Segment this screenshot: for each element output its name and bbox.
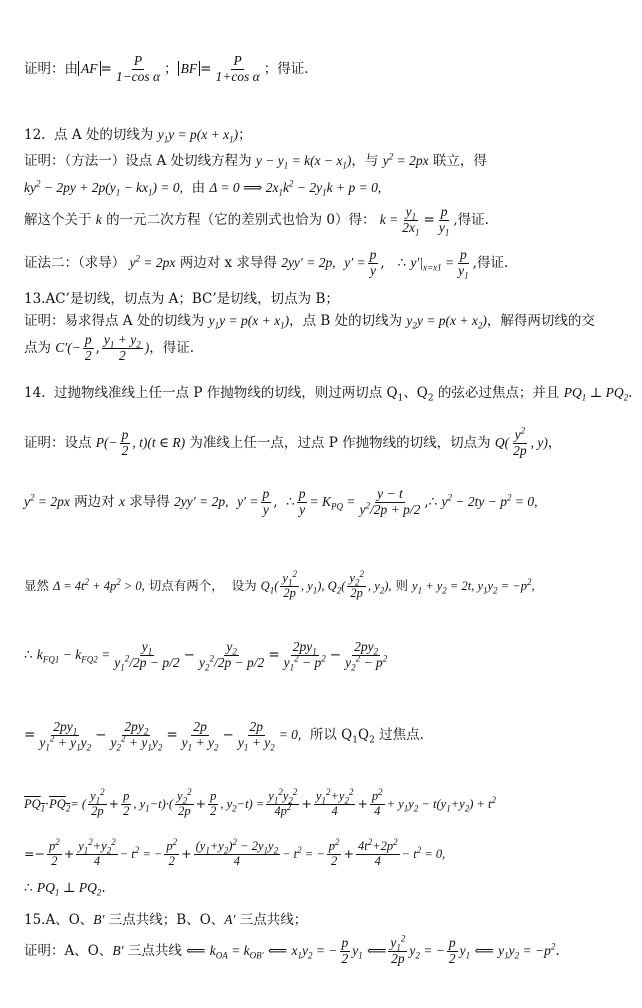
proof-line-focal-radius: 证明：由 AF = $\frac{P}{\text{1−cos α}}$ ； BF = $\frac{P}{\text{1+cos α}}$ ；得证. <box>24 53 309 84</box>
item-14-two-tangent-points: 显然 $\Delta = 4t^2 + 4p^2 > 0$, 切点有两个， 设为 $Q_1$( $\frac{y_1^2}{2p}$ , $y_1$), $Q_2$( $\frac{y_2^2}{2p}$ , $y_2$), 则 $y_1 + y_2 = 2t$, $y_1y_2 = -p^2$, <box>24 568 535 600</box>
item-12-discriminant: $ky^2 - 2py + 2p(y_1 - kx_1) = 0$, 由 Δ = 0 ⟹ $2x_1k^2 - 2y_1k + p = 0$, <box>24 178 382 198</box>
item-14-slope-difference: ∴ $k_{FQ1} - k_{FQ2}$ = $\frac{y_1}{y_1^2/2p - p/2}$ − $\frac{y_2}{y_2^2/2p - p/2}$ = $\frac{2py_1}{y_1^2 - p^2}$ − $\frac{2py_2}{y_2^2 - p^2}$ <box>24 639 388 673</box>
item-13-intersection: 点为 C′(− $\frac{p}{2}$ , $\frac{y_1 + y_2}{2}$ )，得证. <box>24 332 195 363</box>
item-12-method-two: 证法二：（求导） $y^2 = 2px$ 两边对 x 求导得 2yy′ = 2p, y′ = $\frac{p}{y}$ , ∴ $y'|_{x=x1}$ = $\frac{p}{y_1}$ ,得证. <box>24 247 509 281</box>
item-13-proof: 证明：易求得点 A 处的切线为 $y_1y = p(x + x_1)$，点 B 处的切线为 $y_2y = p(x + x_2)$，解得两切线的交 <box>24 313 595 331</box>
item-12-heading: 12. 点 A 处的切线为 $y_1y = p(x + x_1)$； <box>24 127 252 145</box>
item-15-heading: 15.A、O、B′ 三点共线；B、O、A′ 三点共线； <box>24 912 308 928</box>
item-15-proof: 证明：A、O、B′ 三点共线 ⟸ $k_{OA} = k_{OB'}$ ⟸ $x_1y_2$ = − $\frac{p}{2}$ $y_1$ ⟸ $\frac{y_1^2}{2p}$ $y_2$ = − $\frac{p}{2}$ $y_1$ ⟸ $y_1y_2 = -p^2$. <box>24 933 560 966</box>
item-12-method-one: 证明：（方法一）设点 A 处切线方程为 $y - y_1 = k(x - x_1)$，与 $y^2 = 2px$ 联立，得 <box>24 151 487 171</box>
item-14-dot-product-zero: =− $\frac{p^2}{2}$ + $\frac{y_1^2+y_2^2}{4}$ − $t^2$ = − $\frac{p^2}{2}$ + $\frac{(y_1+y_2)^2 - 2y_1y_2}{4}$ − $t^2$ = − $\frac{p^2}{2}$ + $\frac{4t^2+2p^2}{4}$ − $t^2 = 0$, <box>24 836 446 868</box>
item-14-conclusion: ∴ $PQ_1$ ⊥ $PQ_2$. <box>24 880 106 898</box>
item-14-heading: 14. 过抛物线准线上任一点 P 作抛物线的切线，则过两切点 $Q_1$、$Q_2$ 的弦必过焦点；并且 $PQ_1$ ⊥ $PQ_2$. <box>24 385 633 404</box>
item-14-derivative: $y^2 = 2px$ 两边对 x 求导得 2yy′ = 2p, y′ = $\frac{p}{y}$ , ∴ $\frac{p}{y}$ = $K_{PQ}$ = $\frac{y - t}{y^2/2p + p/2}$ ,∴ $y^2 - 2ty - p^2 = 0$, <box>24 486 538 517</box>
item-14-dot-product: $PQ_1\cdot PQ_2=$ ( $\frac{y_1^2}{2p}$ + $\frac{p}{2}$ , $y_1-t)\cdot$( $\frac{y_2^2}{2p}$ + $\frac{p}{2}$ , $y_2-t$) = $\frac{y_1^2y_2^2}{4p^2}$ + $\frac{y_1^2+y_2^2}{4}$ + $\frac{p^2}{4}$ + $y_1y_2 - t(y_1+y_2) + t^2$ <box>24 786 497 818</box>
item-13-heading: 13.AC’是切线，切点为 A；BC’是切线，切点为 B； <box>24 291 339 307</box>
item-12-solve-k: 解这个关于 k 的一元二次方程（它的差别式也恰为 0）得： k = $\frac{y_1}{2x_1}$ = $\frac{p}{y_1}$ ,得证. <box>24 204 489 238</box>
item-14-proof-setup: 证明：设点 P(− $\frac{p}{2}$ , t)(t ∈ R) 为准线上任一点，过点 P 作抛物线的切线，切点为 Q( $\frac{y^2}{2p}$ , y)， <box>24 425 562 458</box>
item-14-through-focus: = $\frac{2py_1}{y_1^2 + y_1y_2}$ − $\frac{2py_2}{y_2^2 + y_1y_2}$ = $\frac{2p}{y_1 + y_2}$ − $\frac{2p}{y_1 + y_2}$ = 0, 所以 $Q_1Q_2$ 过焦点. <box>24 719 424 753</box>
